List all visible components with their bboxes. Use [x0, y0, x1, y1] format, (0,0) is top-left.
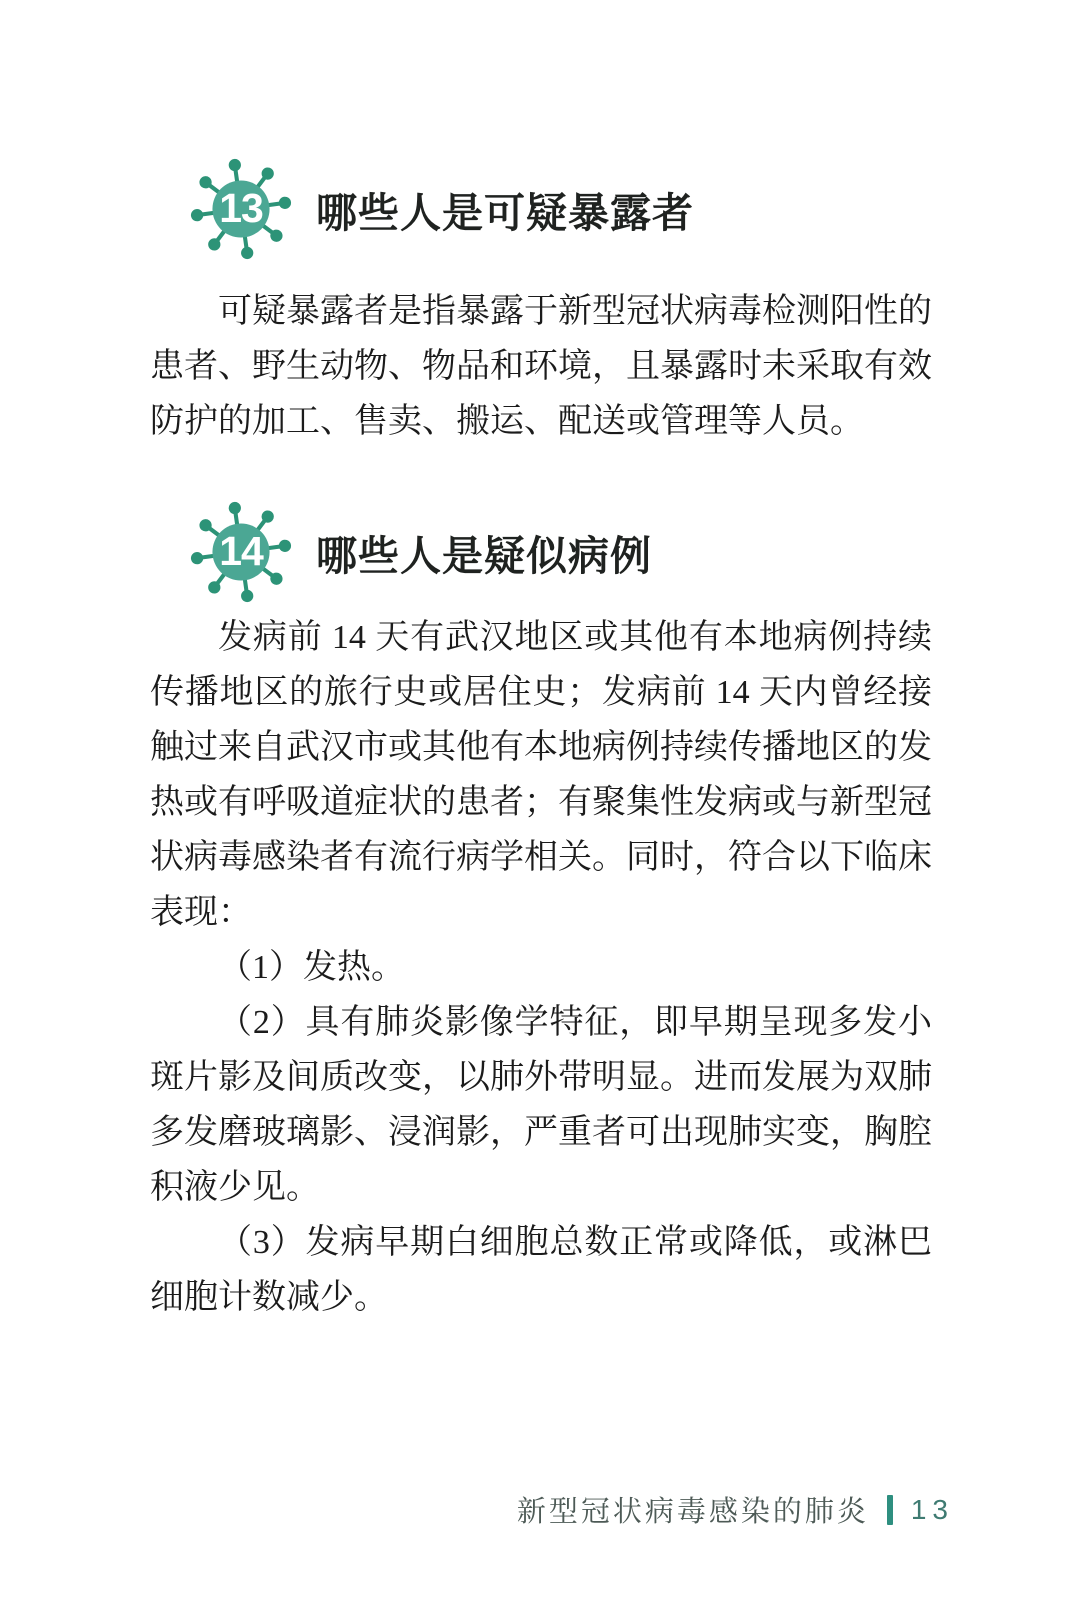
paragraph: 可疑暴露者是指暴露于新型冠状病毒检测阳性的患者、野生动物、物品和环境，且暴露时未采取有效防护的加工、售卖、搬运、配送或管理等人员。	[150, 293, 932, 440]
book-title: 新型冠状病毒感染的肺炎	[516, 1496, 869, 1528]
virus-icon	[190, 158, 292, 260]
page-footer	[517, 1489, 954, 1530]
section-title: 哪些人是可疑暴露者	[316, 189, 694, 236]
section-13-header	[190, 158, 694, 260]
section-number-badge: 14	[219, 527, 263, 574]
section-14-body	[150, 610, 932, 1325]
footer-separator-bar	[887, 1495, 893, 1525]
section-14-header	[190, 501, 652, 603]
section-number-badge: 13	[219, 184, 263, 231]
paragraph: 发病前 14 天有武汉地区或其他有本地病例持续传播地区的旅行史或居住史；发病前 14 天内曾经接触过来自武汉市或其他有本地病例持续传播地区的发热或有呼吸道症状的患者；有聚集性发病或与新型冠状病毒感染者有流行病学相关。同时，符合以下临床表现：	[150, 619, 932, 931]
section-title: 哪些人是疑似病例	[316, 532, 652, 579]
virus-icon	[190, 501, 292, 603]
page-number: 13	[910, 1493, 954, 1525]
section-13-body	[150, 284, 932, 449]
list-item: （2）具有肺炎影像学特征，即早期呈现多发小斑片影及间质改变，以肺外带明显。进而发展为双肺多发磨玻璃影、浸润影，严重者可出现肺实变，胸腔积液少见。	[150, 1004, 932, 1206]
list-item: （1）发热。	[218, 949, 405, 986]
list-item: （3）发病早期白细胞总数正常或降低，或淋巴细胞计数减少。	[150, 1224, 932, 1316]
